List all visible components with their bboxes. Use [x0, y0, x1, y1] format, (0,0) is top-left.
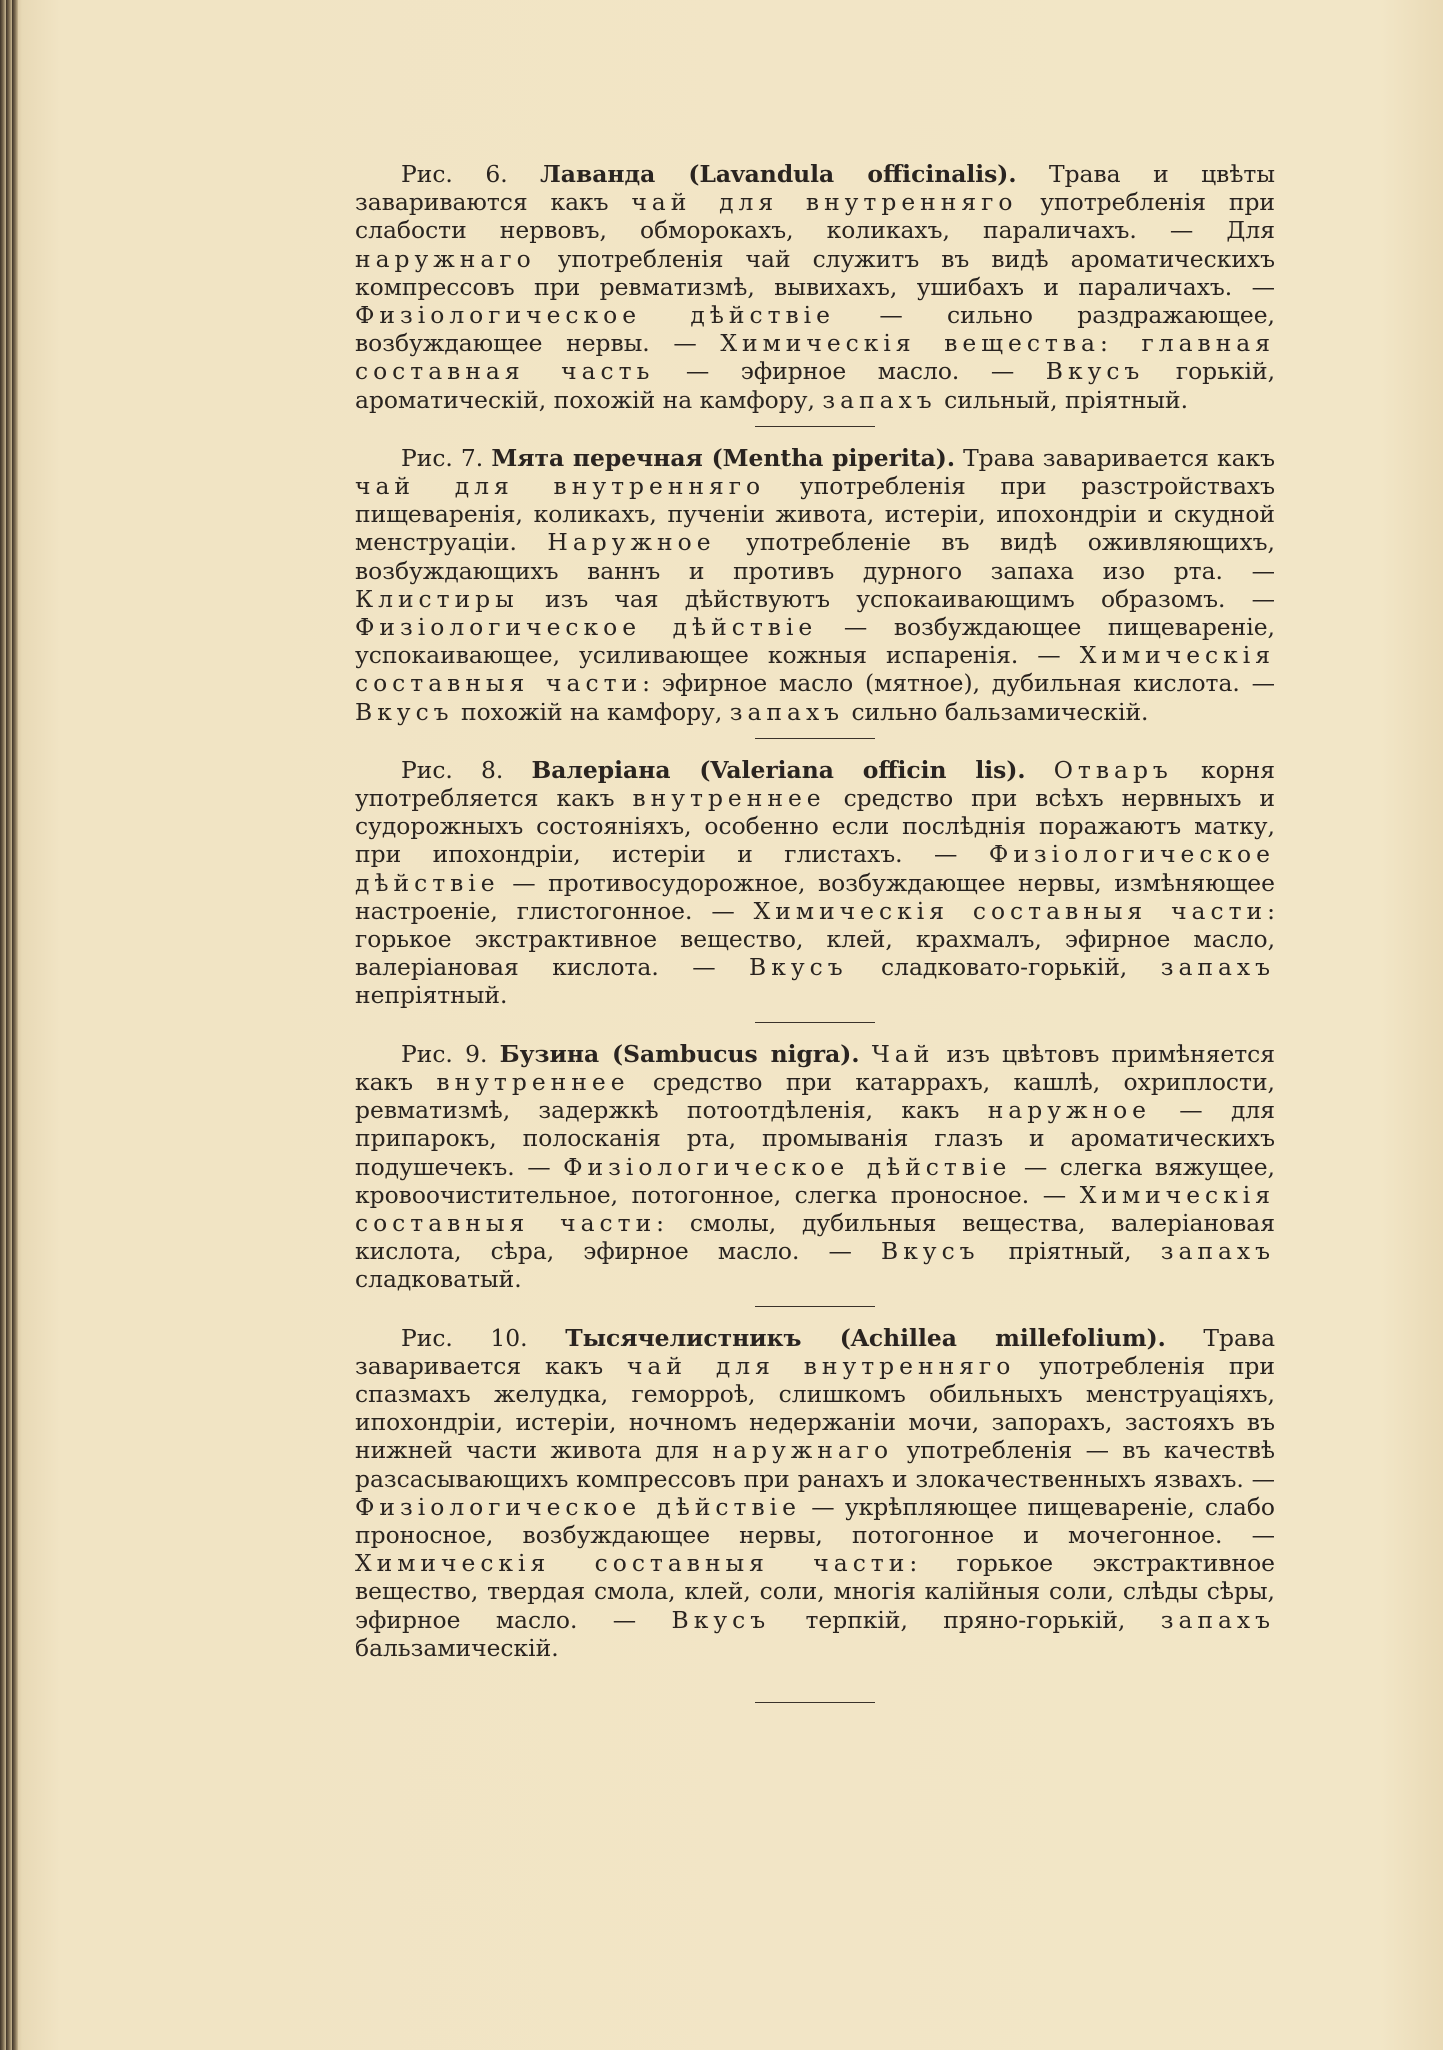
- section-divider: [755, 1306, 875, 1307]
- body-text: бальзамическій.: [355, 1633, 559, 1662]
- spaced-term: запахъ: [1160, 953, 1275, 982]
- body-text: Трава заваривается какъ: [955, 443, 1276, 472]
- herb-entry: [355, 160, 1275, 414]
- figure-number: Рис. 7.: [401, 443, 484, 472]
- body-text: : горькое экстрактивное вещество, твердая смола, клей, соли, многія калійныя соли, слѣды сѣры, эфирное масло. —: [355, 1549, 1275, 1634]
- body-text: : эфирное масло (мятное), дубильная кислота. —: [642, 669, 1275, 698]
- spaced-term: чай для внутренняго: [355, 472, 766, 501]
- body-text: сильно бальзамическій.: [844, 697, 1149, 726]
- body-text: Трава заваривается какъ: [355, 1323, 1276, 1380]
- spaced-term: запахъ: [729, 697, 845, 726]
- body-text: употребленія чай служитъ въ видѣ ароматическихъ компрессовъ при ревматизмѣ, вывихахъ, ушибахъ и параличахъ. —: [355, 244, 1275, 301]
- spaced-term: Чай: [871, 1039, 935, 1068]
- spaced-term: наружное: [987, 1096, 1152, 1125]
- plant-name: Валеріана (Valeriana officin lis).: [531, 755, 1026, 784]
- spaced-term: наружнаго: [712, 1436, 894, 1465]
- spaced-term: Химическія составныя части: [753, 896, 1268, 925]
- section-divider: [755, 1702, 875, 1703]
- body-text: : смолы, дубильныя вещества, валеріановая кислота, сѣра, эфирное масло. —: [355, 1208, 1275, 1266]
- body-text: сладковато-горькій,: [847, 953, 1161, 982]
- spaced-term: Вкусъ: [749, 953, 848, 982]
- spaced-term: Вкусъ: [1045, 357, 1145, 386]
- figure-number: Рис. 8.: [401, 755, 504, 784]
- body-text: похожій на камфору,: [453, 697, 730, 726]
- text-column: [355, 160, 1275, 1720]
- herb-entry: [355, 1324, 1275, 1662]
- herb-entry: [355, 1040, 1275, 1294]
- herb-entry: [355, 756, 1275, 1010]
- spaced-term: Физіологическое дѣйствіе: [563, 1152, 1012, 1181]
- body-text: — эфирное масло. —: [654, 357, 1046, 386]
- figure-number: Рис. 6.: [401, 160, 508, 188]
- plant-name: Бузина (Sambucus nigra).: [499, 1039, 860, 1068]
- section-divider: [755, 738, 875, 739]
- body-text: употребленія при спазмахъ желудка, геморроѣ, слишкомъ обильныхъ менструаціяхъ, ипохондріи, истеріи, ночномъ недержаніи мочи, запорахъ, застояхъ въ нижней части живота для: [355, 1351, 1275, 1465]
- body-text: корня употребляется какъ: [355, 755, 1275, 813]
- spaced-term: запахъ: [1160, 1605, 1275, 1634]
- spaced-term: Физіологическое дѣйствіе: [355, 301, 836, 330]
- plant-name: Лаванда (Lavandula officinalis).: [540, 160, 1017, 188]
- spaced-term: Физіологическое дѣйствіе: [355, 840, 1275, 897]
- body-text: средство при катаррахъ, кашлѣ, охриплости, ревматизмѣ, задержкѣ потоотдѣленія, какъ: [355, 1067, 1275, 1125]
- body-text: сильный, пріятный.: [936, 385, 1189, 414]
- body-text: изъ чая дѣйствуютъ успокаивающимъ образомъ. —: [518, 584, 1275, 613]
- plant-name: Тысячелистникъ (Achillea millefolium).: [565, 1323, 1166, 1352]
- spaced-term: Физіологическое дѣйствіе: [355, 1492, 801, 1521]
- spaced-term: Физіологическое дѣйствіе: [355, 613, 818, 642]
- spaced-term: Химическія составныя части: [355, 641, 1275, 698]
- body-text: сладковатый.: [355, 1265, 522, 1294]
- body-text: употребленія при разстройствахъ пищеваренія, коликахъ, пученіи живота, истеріи, ипохондріи и скудной менструаціи.: [355, 472, 1275, 557]
- spaced-term: чай для внутренняго: [626, 1351, 1016, 1380]
- body-text: Трава и цвѣты завариваются какъ: [355, 160, 1275, 217]
- body-text: пріятный,: [979, 1237, 1161, 1266]
- body-text: терпкій, пряно-горькій,: [770, 1605, 1161, 1634]
- spaced-term: запахъ: [822, 385, 937, 414]
- body-text: — возбуждающее пищевареніе, успокаивающее, усиливающее кожныя испаренія. —: [355, 613, 1275, 670]
- spaced-term: Химическія составныя части: [355, 1180, 1275, 1237]
- body-text: — сильно раздражающее, возбуждающее нервы. —: [355, 301, 1275, 358]
- spaced-term: запахъ: [1160, 1237, 1275, 1266]
- body-text: употребленія — въ качествѣ разсасывающихъ компрессовъ при ранахъ и злокачественныхъ язвахъ. —: [355, 1436, 1276, 1493]
- body-text: изъ цвѣтовъ примѣняется какъ: [355, 1039, 1275, 1096]
- body-text: непріятный.: [355, 981, 508, 1010]
- plant-name: Мята перечная (Mentha piperita).: [491, 443, 956, 472]
- spaced-term: Химическія вещества: главная составная часть: [355, 329, 1275, 386]
- section-divider: [755, 426, 875, 427]
- spaced-term: Клистиры: [355, 584, 519, 613]
- body-text: средство при всѣхъ нервныхъ и судорожныхъ состояніяхъ, особенно если послѣднія поражаютъ матку, при ипохондріи, истеріи и глистахъ. —: [355, 784, 1275, 869]
- figure-number: Рис. 9.: [401, 1039, 488, 1068]
- spaced-term: Вкусъ: [671, 1605, 771, 1634]
- spaced-term: внутреннее: [632, 784, 826, 813]
- body-text: [860, 1040, 872, 1068]
- spaced-term: внутреннее: [436, 1067, 630, 1096]
- spaced-term: Вкусъ: [355, 697, 454, 726]
- body-text: — для припарокъ, полосканія рта, промыванія глазъ и ароматическихъ подушечекъ. —: [355, 1096, 1275, 1181]
- spaced-term: Отваръ: [1053, 755, 1173, 784]
- herb-entry: [355, 444, 1275, 726]
- spaced-term: чай для внутренняго: [631, 188, 1018, 217]
- section-divider: [755, 1022, 875, 1023]
- body-text: — слегка вяжущее, кровоочистительное, потогонное, слегка проносное. —: [355, 1152, 1275, 1209]
- body-text: [1026, 756, 1054, 784]
- figure-number: Рис. 10.: [401, 1323, 528, 1352]
- body-text: горькій, ароматическій, похожій на камфору,: [355, 357, 1276, 414]
- spaced-term: Химическія составныя части: [355, 1549, 910, 1578]
- spaced-term: наружнаго: [355, 244, 536, 273]
- spaced-term: Вкусъ: [881, 1237, 980, 1266]
- body-text: : горькое экстрактивное вещество, клей, крахмалъ, эфирное масло, валеріановая кислота. —: [355, 896, 1275, 982]
- spaced-term: Наружное: [547, 528, 716, 557]
- body-text: употребленія при слабости нервовъ, обморокахъ, коликахъ, параличахъ. — Для: [355, 188, 1276, 245]
- body-text: — противосудорожное, возбуждающее нервы, измѣняющее настроеніе, глистогонное. —: [355, 868, 1275, 925]
- body-text: употребленіе въ видѣ оживляющихъ, возбуждающихъ ваннъ и противъ дурного запаха изо рта. —: [355, 528, 1275, 585]
- book-spine: [0, 0, 18, 2050]
- body-text: — укрѣпляющее пищевареніе, слабо проносное, возбуждающее нервы, потогонное и мочегонное. —: [355, 1492, 1275, 1549]
